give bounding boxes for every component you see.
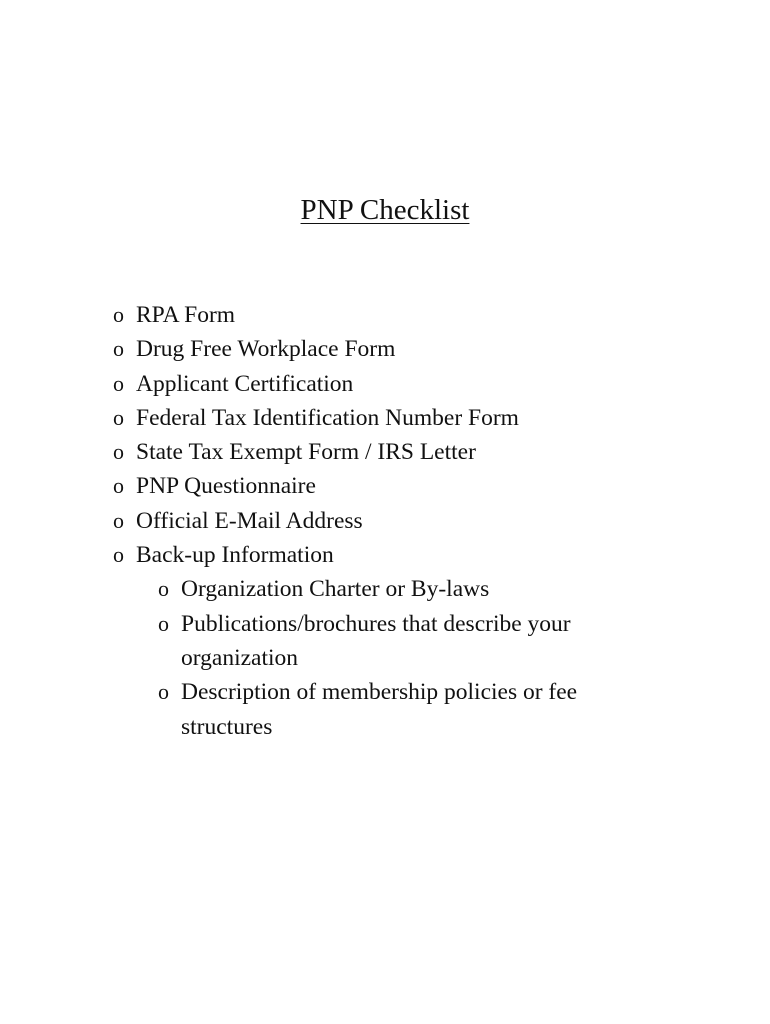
checklist-item-label: Back-up Information [136, 542, 334, 569]
checklist-item-label: Official E-Mail Address [136, 507, 363, 534]
checklist-item [0, 332, 770, 366]
bullet-circle-icon: o [158, 610, 169, 636]
checklist-subitem-label: Organization Charter or By-laws [181, 576, 490, 603]
checklist-item [0, 504, 770, 538]
checklist-item-label: State Tax Exempt Form / IRS Letter [136, 439, 476, 466]
checklist-item-label: RPA Form [136, 302, 236, 328]
checklist [0, 298, 770, 744]
bullet-circle-icon: o [158, 576, 169, 602]
bullet-circle-icon: o [113, 542, 124, 568]
checklist-subitem [0, 572, 621, 606]
checklist-item-backup-information [0, 538, 770, 744]
bullet-circle-icon: o [113, 507, 124, 533]
bullet-circle-icon: o [113, 404, 124, 430]
bullet-circle-icon: o [158, 679, 169, 705]
bullet-circle-icon: o [113, 439, 124, 465]
checklist-item-label: PNP Questionnaire [136, 473, 316, 500]
backup-information-sublist [136, 572, 770, 743]
checklist-item [0, 435, 770, 469]
bullet-circle-icon: o [113, 336, 124, 362]
checklist-subitem-label: Description of membership policies or fee structures [181, 679, 578, 740]
checklist-item-label: Drug Free Workplace Form [136, 336, 396, 363]
bullet-circle-icon: o [113, 370, 124, 396]
checklist-subitem-label: Publications/brochures that describe your organization [181, 610, 571, 671]
checklist-item [0, 367, 770, 401]
page-title: PNP Checklist [300, 194, 470, 226]
checklist-item-label: Federal Tax Identification Number Form [136, 404, 519, 431]
bullet-circle-icon: o [113, 302, 124, 327]
checklist-subitem [0, 675, 621, 744]
checklist-item-label: Applicant Certification [136, 370, 354, 397]
bullet-circle-icon: o [113, 473, 124, 499]
checklist-item [0, 298, 770, 332]
checklist-item [0, 401, 770, 435]
checklist-item [0, 469, 770, 503]
checklist-subitem [0, 607, 621, 676]
